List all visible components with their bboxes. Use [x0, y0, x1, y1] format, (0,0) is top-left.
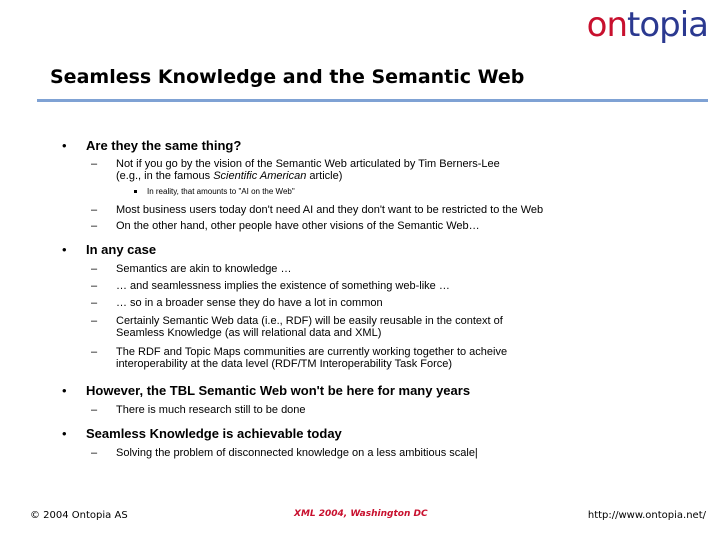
bullet-2-sub-5-line-1: The RDF and Topic Maps communities are currently working together to acheive — [116, 346, 508, 358]
dash-marker: – — [91, 404, 98, 416]
text-post: article) — [306, 170, 343, 182]
text-pre: (e.g., in the famous — [116, 170, 214, 182]
bullet-1-sub-1-line-2 — [116, 170, 500, 182]
bullet-2-sub-4-line-1: Certainly Semantic Web data (i.e., RDF) will be easily reusable in the context of — [116, 315, 503, 327]
bullet-marker: • — [62, 383, 67, 398]
dash-marker: – — [91, 204, 98, 216]
dash-marker: – — [91, 346, 98, 358]
bullet-1-sub-2-text: Most business users today don't need AI and they don't want to be restricted to the Web — [116, 204, 544, 216]
text-emphasis: Scientific American — [213, 170, 307, 182]
ontopia-logo — [586, 5, 708, 45]
dash-marker: – — [91, 158, 98, 170]
bullet-2 — [62, 242, 157, 257]
bullet-1-sub-3 — [91, 220, 480, 232]
dash-marker: – — [91, 297, 98, 309]
bullet-2-sub-3-text: … so in a broader sense they do have a lot in common — [116, 297, 383, 309]
bullet-4-sub-1 — [91, 447, 478, 459]
bullet-2-sub-5 — [91, 346, 508, 370]
bullet-1-text: Are they the same thing? — [86, 138, 242, 153]
bullet-3-sub-1 — [91, 404, 306, 416]
bullet-marker: • — [62, 138, 67, 153]
bullet-marker: • — [62, 426, 67, 441]
bullet-1-sub-3-text: On the other hand, other people have other visions of the Semantic Web… — [116, 220, 480, 232]
dash-marker: – — [91, 220, 98, 232]
bullet-3-sub-1-text: There is much research still to be done — [116, 404, 306, 416]
logo-part-on: on — [586, 5, 627, 45]
bullet-2-sub-4-line-2: Seamless Knowledge (as will relational data and XML) — [116, 327, 382, 339]
footer-url[interactable]: http://www.ontopia.net/ — [587, 510, 706, 521]
bullet-1-subsub-text: In reality, that amounts to "AI on the Web" — [147, 187, 295, 196]
bullet-2-sub-1-text: Semantics are akin to knowledge … — [116, 263, 292, 275]
bullet-4-text: Seamless Knowledge is achievable today — [86, 426, 342, 441]
title-rule — [37, 99, 708, 102]
bullet-3-text: However, the TBL Semantic Web won't be here for many years — [86, 383, 471, 398]
bullet-1 — [62, 138, 242, 153]
bullet-marker: • — [62, 242, 67, 257]
bullet-2-sub-3 — [91, 297, 383, 309]
dash-marker: – — [91, 263, 98, 275]
footer-copyright: © 2004 Ontopia AS — [30, 510, 128, 521]
bullet-2-sub-1 — [91, 263, 292, 275]
bullet-1-sub-1 — [91, 158, 500, 182]
bullet-2-sub-2-text: … and seamlessness implies the existence of something web-like … — [116, 280, 450, 292]
bullet-2-sub-4 — [91, 315, 503, 339]
square-marker — [134, 190, 137, 193]
logo-part-topia: topia — [627, 5, 708, 45]
bullet-1-sub-1-line-1: Not if you go by the vision of the Semantic Web articulated by Tim Berners-Lee — [116, 158, 500, 170]
bullet-1-sub-2 — [91, 204, 544, 216]
footer-event: XML 2004, Washington DC — [294, 509, 428, 519]
bullet-2-sub-2 — [91, 280, 450, 292]
bullet-1-subsub — [147, 187, 295, 197]
bullet-3 — [62, 383, 471, 398]
slide-title: Seamless Knowledge and the Semantic Web — [50, 66, 525, 88]
dash-marker: – — [91, 280, 98, 292]
bullet-4-sub-1-text: Solving the problem of disconnected knowledge on a less ambitious scale| — [116, 447, 478, 459]
bullet-4 — [62, 426, 342, 441]
bullet-2-text: In any case — [86, 242, 157, 257]
dash-marker: – — [91, 447, 98, 459]
dash-marker: – — [91, 315, 98, 327]
bullet-2-sub-5-line-2: interoperability at the data level (RDF/TM Interoperability Task Force) — [116, 358, 453, 370]
